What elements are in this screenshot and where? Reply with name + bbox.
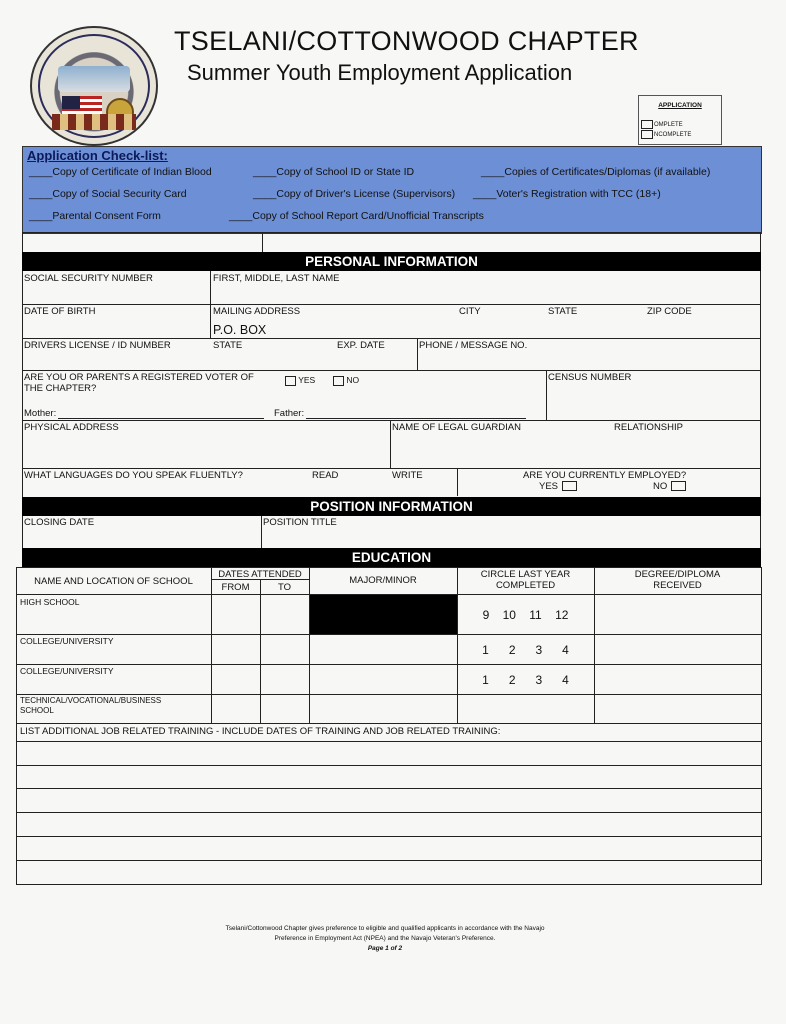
complete-label: OMPLETE <box>654 122 683 129</box>
father-label: Father: <box>274 408 305 419</box>
voter-no-label: NO <box>346 375 360 385</box>
license-state-label: STATE <box>213 340 243 351</box>
col-school-header: NAME AND LOCATION OF SCHOOL <box>34 576 193 587</box>
checklist-item[interactable]: ____ Copy of School ID or State ID <box>253 166 414 178</box>
read-label: READ <box>312 470 339 481</box>
training-label: LIST ADDITIONAL JOB RELATED TRAINING - INCLUDE DATES OF TRAINING AND JOB RELATED TRAINING: <box>20 726 501 737</box>
employed-yes-option[interactable] <box>539 481 577 492</box>
edu-row-label-2: SCHOOL <box>20 706 54 715</box>
voter-question-line2: THE CHAPTER? <box>24 383 97 394</box>
status-box-heading: APPLICATION <box>658 102 702 109</box>
col-to-header: TO <box>277 582 292 593</box>
col-circle-header-2: COMPLETED <box>495 580 556 591</box>
employed-no-checkbox[interactable] <box>671 481 686 491</box>
application-checklist <box>22 146 762 234</box>
application-status-box <box>638 95 722 145</box>
mother-label: Mother: <box>24 408 57 419</box>
voter-yes-option[interactable] <box>285 375 315 386</box>
full-name-label: FIRST, MIDDLE, LAST NAME <box>213 273 340 284</box>
col-dates-header: DATES ATTENDED <box>218 569 302 580</box>
license-label: DRIVERS LICENSE / ID NUMBER <box>24 340 171 351</box>
position-title-label: POSITION TITLE <box>263 517 337 528</box>
write-label: WRITE <box>392 470 423 481</box>
checklist-item[interactable]: ____ Copies of Certificates/Diplomas (if available) <box>481 166 710 178</box>
dob-label: DATE OF BIRTH <box>24 306 96 317</box>
mailing-address-value[interactable]: P.O. BOX <box>213 323 267 337</box>
edu-row-label: COLLEGE/UNIVERSITY <box>20 636 114 646</box>
year-options[interactable]: 1 2 3 4 <box>482 673 569 687</box>
mailing-address-label: MAILING ADDRESS <box>213 306 301 317</box>
footer <box>190 924 580 954</box>
checklist-item[interactable]: ____ Copy of Social Security Card <box>29 188 187 200</box>
year-options[interactable]: 9 10 11 12 <box>482 608 569 622</box>
complete-checkbox[interactable] <box>641 120 653 129</box>
voter-yes-label: YES <box>298 375 316 385</box>
col-from-header: FROM <box>221 582 250 593</box>
ssn-label: SOCIAL SECURITY NUMBER <box>24 273 153 284</box>
exp-date-label: EXP. DATE <box>337 340 385 351</box>
footer-line1: Tselani/Cottonwood Chapter gives preference to eligible and qualified applicants in accordance with the Navajo <box>225 925 545 932</box>
chapter-seal-logo <box>30 26 158 146</box>
census-label: CENSUS NUMBER <box>548 372 632 383</box>
zip-label: ZIP CODE <box>647 306 692 317</box>
phone-label: PHONE / MESSAGE NO. <box>419 340 528 351</box>
checklist-item[interactable]: ____ Copy of Driver's License (Supervisors) <box>253 188 455 200</box>
blocked-cell <box>310 595 457 634</box>
checklist-item[interactable]: ____ Copy of School Report Card/Unofficial Transcripts <box>229 210 484 222</box>
edu-row-label: HIGH SCHOOL <box>20 597 80 607</box>
checklist-item[interactable]: ____ Parental Consent Form <box>29 210 161 222</box>
year-options[interactable]: 1 2 3 4 <box>482 643 569 657</box>
incomplete-checkbox[interactable] <box>641 130 653 139</box>
legal-guardian-label: NAME OF LEGAL GUARDIAN <box>392 422 521 433</box>
closing-date-label: CLOSING DATE <box>24 517 95 528</box>
position-info-header: POSITION INFORMATION <box>22 497 761 516</box>
voter-yes-checkbox[interactable] <box>285 376 296 386</box>
col-circle-header: CIRCLE LAST YEAR <box>480 569 571 580</box>
voter-question-line1: ARE YOU OR PARENTS A REGISTERED VOTER OF <box>24 372 254 383</box>
relationship-label: RELATIONSHIP <box>614 422 683 433</box>
physical-address-label: PHYSICAL ADDRESS <box>24 422 119 433</box>
incomplete-label: NCOMPLETE <box>654 132 692 139</box>
form-subtitle: Summer Youth Employment Application <box>187 60 573 85</box>
edu-row-label: COLLEGE/UNIVERSITY <box>20 666 114 676</box>
page-number: Page 1 of 2 <box>367 945 403 952</box>
employed-no-option[interactable] <box>653 481 686 492</box>
col-degree-header: DEGREE/DIPLOMA <box>634 569 721 580</box>
voter-no-option[interactable] <box>333 375 359 386</box>
city-label: CITY <box>459 306 481 317</box>
state-label: STATE <box>548 306 578 317</box>
checklist-item[interactable]: ____ Copy of Certificate of Indian Blood <box>29 166 212 178</box>
form-title: TSELANI/COTTONWOOD CHAPTER <box>174 26 639 56</box>
languages-label: WHAT LANGUAGES DO YOU SPEAK FLUENTLY? <box>24 470 243 481</box>
voter-no-checkbox[interactable] <box>333 376 344 386</box>
col-major-header: MAJOR/MINOR <box>349 575 417 586</box>
employed-yes-label: YES <box>539 481 559 492</box>
employed-yes-checkbox[interactable] <box>562 481 577 491</box>
edu-row-label: TECHNICAL/VOCATIONAL/BUSINESS <box>20 696 162 705</box>
employed-question: ARE YOU CURRENTLY EMPLOYED? <box>523 470 687 481</box>
checklist-heading: Application Check-list: <box>27 148 168 163</box>
col-degree-header-2: RECEIVED <box>653 580 702 591</box>
employed-no-label: NO <box>653 481 668 492</box>
education-header: EDUCATION <box>22 548 761 567</box>
footer-line2: Preference in Employment Act (NPEA) and the Navajo Veteran's Preference. <box>274 935 496 942</box>
checklist-item[interactable]: ____ Voter's Registration with TCC (18+) <box>473 188 661 200</box>
personal-info-header: PERSONAL INFORMATION <box>22 252 761 271</box>
